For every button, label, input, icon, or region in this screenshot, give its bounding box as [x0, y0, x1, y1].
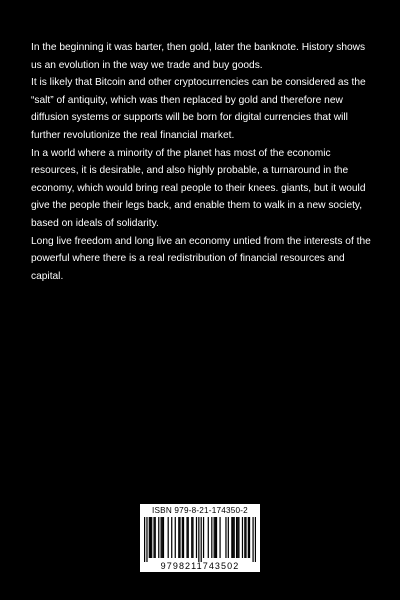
barcode-bar — [155, 517, 156, 558]
barcode-bar — [238, 517, 239, 558]
barcode-bar — [252, 517, 253, 562]
barcode-bar — [153, 517, 154, 558]
barcode-bar — [182, 517, 183, 558]
barcode-bar — [144, 517, 145, 562]
barcode-bar — [219, 517, 220, 558]
barcode-bar — [178, 517, 179, 558]
blurb-text — [31, 39, 373, 285]
barcode-bar — [191, 517, 192, 558]
barcode-bar — [158, 517, 159, 558]
blurb-paragraph-3: In a world where a minority of the planet has most of the economic resources, it is desirable, and also highly probable, a turnaround in the economy, which would bring real people to their knees. giants, but it would give the people their legs back, and enable them to walk in a new society, based on ideals of solidarity. — [31, 147, 366, 229]
barcode-digits: 9798211743502 — [160, 561, 240, 571]
isbn-barcode — [140, 504, 260, 572]
barcode-bar — [201, 517, 202, 562]
barcode-bar — [214, 517, 215, 558]
barcode-bar — [248, 517, 249, 558]
barcode-bar — [163, 517, 164, 558]
barcode-bar — [186, 517, 187, 558]
barcode-bar — [249, 517, 250, 558]
barcode-bar — [162, 517, 163, 558]
barcode-bar — [216, 517, 217, 558]
barcode-bar — [198, 517, 199, 562]
barcode-bar — [234, 517, 235, 558]
barcode-bar — [146, 517, 147, 562]
barcode-bar — [245, 517, 246, 558]
barcode-bar — [211, 517, 212, 558]
barcode-bar — [188, 517, 189, 558]
barcode-bar — [231, 517, 232, 558]
barcode-bar — [196, 517, 197, 558]
barcode-bar — [244, 517, 245, 558]
barcode-bar — [150, 517, 151, 558]
barcode-bar — [225, 517, 226, 558]
blurb-paragraph-1: In the beginning it was barter, then gold, later the banknote. History shows us an evolution in the way we trade and buy goods. — [31, 42, 366, 71]
barcode-bar — [255, 517, 256, 562]
isbn-label: ISBN 979-8-21-174350-2 — [152, 506, 248, 515]
blurb-paragraph-4: Long live freedom and long live an economy untied from the interests of the powerful where there is a real redistribution of financial resources and capital. — [31, 235, 371, 282]
barcode-bars — [144, 517, 256, 562]
barcode-bar — [151, 517, 152, 558]
barcode-bar — [242, 517, 243, 558]
barcode-bar — [232, 517, 233, 558]
barcode-bar — [183, 517, 184, 558]
barcode-bar — [149, 517, 150, 558]
barcode-bar — [161, 517, 162, 558]
blurb-paragraph-2: It is likely that Bitcoin and other cryptocurrencies can be considered as the “salt” of antiquity, which was then replaced by gold and therefore new diffusion systems or supports will be born for digital currencies that will further revolutionize the real financial market. — [31, 77, 366, 141]
barcode-bar — [237, 517, 238, 558]
barcode-bar — [168, 517, 169, 558]
barcode-bar — [215, 517, 216, 558]
barcode-bar — [208, 517, 209, 558]
barcode-bar — [192, 517, 193, 558]
barcode-bar — [171, 517, 172, 558]
barcode-bar — [236, 517, 237, 558]
barcode-bar — [228, 517, 229, 558]
barcode-bar — [203, 517, 204, 558]
barcode-bar — [175, 517, 176, 558]
barcode-bar — [179, 517, 180, 558]
